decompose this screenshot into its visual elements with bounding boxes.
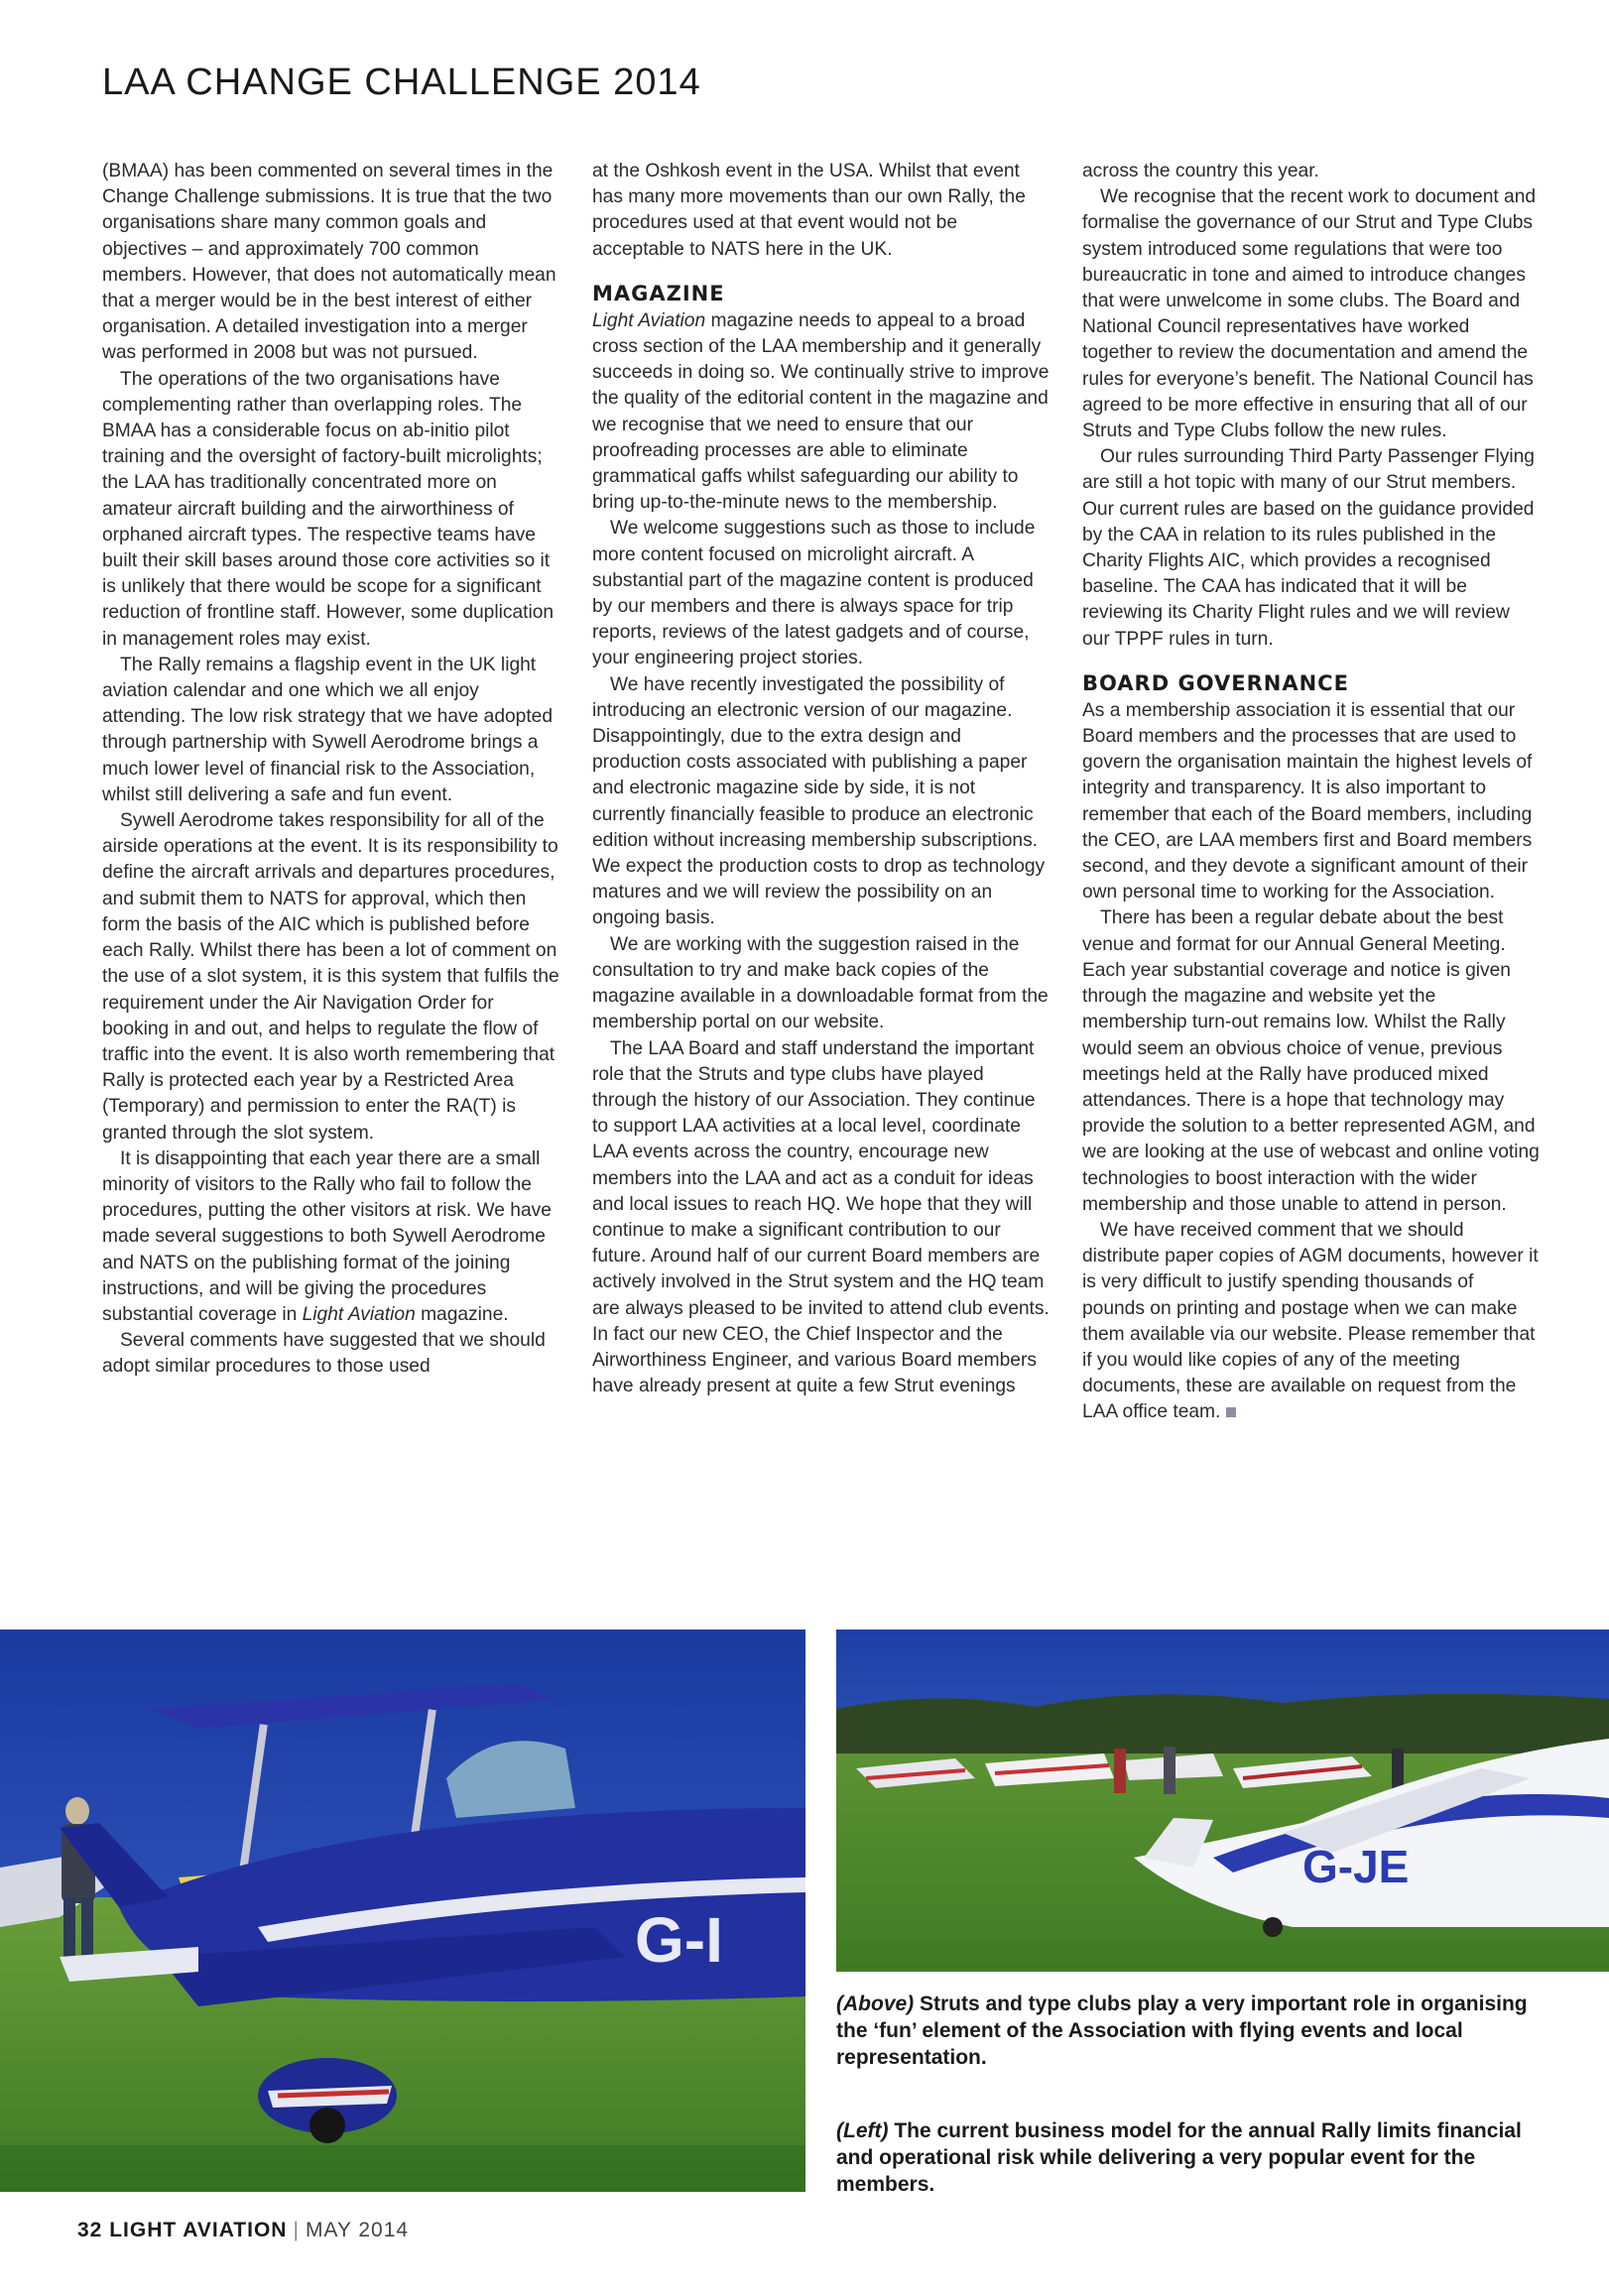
page-number: 32 <box>77 2219 103 2241</box>
paragraph: The LAA Board and staff understand the important role that the Struts and type clubs have played through the history of our Association. They continue to support LAA activities at a local level, coordinate LAA events across the country, encourage new members into the LAA and act as a conduit for ideas and local issues to reach HQ. We hope that they will continue to make a significant contribution to our future. Around half of our current Board members are actively involved in the Strut system and the HQ team are always pleased to be invited to attend club events. In fact our new CEO, the Chief Inspector and the Airworthiness Engineer, and various Board members have already present at quite a few Strut evenings <box>592 1037 1050 1397</box>
paragraph <box>592 308 1051 517</box>
page-footer <box>77 2219 409 2242</box>
paragraph: The Rally remains a flagship event in the UK light aviation calendar and one which we all enjoy attending. The low risk strategy that we have adopted through partnership with Sywell Aerodrome brings a much lower level of financial risk to the Association, whilst still delivering a safe and fun event. <box>102 654 554 805</box>
biplane-photo <box>0 1630 805 2192</box>
paragraph: We welcome suggestions such as those to include more content focused on microlight aircraft. A substantial part of the magazine content is produced by our members and there is always space for trip reports, reviews of the latest gadgets and of course, your engineering project stories. <box>592 518 1036 669</box>
magazine-name: Light Aviation <box>592 309 706 331</box>
paragraph: There has been a regular debate about the best venue and format for our Annual General Meeting. Each year substantial coverage and notice is given through the magazine and website yet the membership turn-out remains low. Whilst the Rally would seem an obvious choice of venue, previous meetings held at the Rally have produced mixed attendances. There is a hope that technology may provide the solution to a better represented AGM, and we are looking at the use of webcast and online voting technologies to boost interaction with the wider membership and those unable to attend in person. <box>1082 907 1540 1215</box>
paragraph-text: magazine needs to appeal to a broad cross section of the LAA membership and it generally succeeds in doing so. We continually strive to improve the quality of the editorial content in the magazine and we recognise that we need to ensure that our proofreading processes are able to eliminate grammatical gaffs whilst safeguarding our ability to bring up-to-the-minute news to the membership. <box>592 309 1050 514</box>
paragraph: (BMAA) has been commented on several times in the Change Challenge submissions. It is true that the two organisations share many common goals and objectives – and approximately 700 common members. However, that does not automatically mean that a merger would be in the best interest of either organisation. A detailed investigation into a merger was performed in 2008 but was not pursued. <box>102 161 557 364</box>
caption-tag: (Left) <box>836 2119 889 2142</box>
paragraph: As a membership association it is essential that our Board members and the processes that are used to govern the organisation maintain the highest levels of integrity and transparency. It is also important to remember that each of the Board members, including the CEO, are LAA members first and Board members second, and they devote a significant amount of their own personal time to working for the Association. <box>1082 699 1533 904</box>
photo-caption-left <box>836 2117 1550 2198</box>
paragraph: at the Oshkosh event in the USA. Whilst that event has many more movements than our own Rally, the procedures used at that event would not be acceptable to NATS here in the UK. <box>592 161 1026 260</box>
paragraph-text: It is disappointing that each year there are a small minority of visitors to the Rally who fail to follow the procedures, putting the other visitors at risk. We have made several suggestions to both Sywell Aerodrome and NATS on the publishing format of the joining instructions, and will be giving the procedures substantial coverage in <box>102 1148 552 1325</box>
paragraph: Our rules surrounding Third Party Passenger Flying are still a hot topic with many of our Strut members. Our current rules are based on the guidance provided by the CAA in relation to its rules published in the Charity Flights AIC, which provides a recognised baseline. The CAA has indicated that it will be reviewing its Charity Flight rules and we will review our TPPF rules in turn. <box>1082 446 1535 650</box>
photo-caption-above <box>836 1991 1550 2071</box>
footer-separator: | <box>293 2219 300 2241</box>
paragraph: We recognise that the recent work to document and formalise the governance of our Strut and Type Clubs system introduced some regulations that were too bureaucratic in tone and aimed to introduce changes that were unwelcome in some clubs. The Board and National Council representatives have worked together to review the documentation and amend the rules for everyone’s benefit. The National Council has agreed to be more effective in ensuring that all of our Struts and Type Clubs follow the new rules. <box>1082 186 1537 442</box>
issue-date: MAY 2014 <box>305 2219 410 2241</box>
article-column-1 <box>102 159 560 1381</box>
end-of-article-icon <box>1226 1407 1236 1417</box>
paragraph-text: We have received comment that we should distribute paper copies of AGM documents, however it is very difficult to justify spending thousands of pounds on printing and postage when we can make them available via our website. Please remember that if you would like copies of any of the meeting documents, these are available on request from the LAA office team. <box>1082 1219 1539 1423</box>
caption-text: Struts and type clubs play a very important role in organising the ‘fun’ element of the Association with flying events and local representation. <box>836 1993 1528 2069</box>
paragraph: Sywell Aerodrome takes responsibility for all of the airside operations at the event. It is its responsibility to define the aircraft arrivals and departures procedures, and submit them to NATS for approval, which then form the basis of the AIC which is published before each Rally. Whilst there has been a lot of comment on the use of a slot system, it is this system that fulfils the requirement under the Air Navigation Order for booking in and out, and helps to regulate the flow of traffic into the event. It is also worth remembering that Rally is protected each year by a Restricted Area (Temporary) and permission to enter the RA(T) is granted through the slot system. <box>102 810 559 1144</box>
page-title: LAA CHANGE CHALLENGE 2014 <box>102 61 701 103</box>
paragraph: The operations of the two organisations have complementing rather than overlapping roles. The BMAA has a considerable focus on ab-initio pilot training and the oversight of factory-built microlights; the LAA has traditionally concentrated more on amateur aircraft building and the airworthiness of orphaned aircraft types. The respective teams have built their skill bases around those core activities so it is unlikely that there would be scope for a significant reduction of frontline staff. However, some duplication in management roles may exist. <box>102 368 555 650</box>
magazine-title: LIGHT AVIATION <box>109 2219 288 2241</box>
biplane-illustration <box>0 1630 805 2192</box>
registration-text: G-JE <box>1302 1841 1410 1892</box>
fly-in-photo <box>836 1630 1609 1972</box>
fly-in-illustration <box>836 1630 1609 1972</box>
paragraph-text: magazine. <box>415 1303 509 1325</box>
paragraph: We are working with the suggestion raised in the consultation to try and make back copies of the magazine available in a downloadable format from the membership portal on our website. <box>592 933 1049 1033</box>
paragraph: We have recently investigated the possibility of introducing an electronic version of our magazine. Disappointingly, due to the extra design and production costs associated with publishing a paper and electronic magazine side by side, it is not currently financially feasible to produce an electronic edition without increasing membership subscriptions. We expect the production costs to drop as technology matures and we will review the possibility on an ongoing basis. <box>592 673 1046 929</box>
section-heading-board-governance: BOARD GOVERNANCE <box>1082 670 1349 695</box>
paragraph <box>102 1147 560 1328</box>
paragraph <box>1082 1218 1541 1426</box>
article-column-2 <box>592 159 1051 1399</box>
registration-text: G-I <box>635 1904 723 1976</box>
section-heading-magazine: MAGAZINE <box>592 281 725 305</box>
magazine-name: Light Aviation <box>302 1303 416 1325</box>
caption-text: The current business model for the annual Rally limits financial and operational risk while delivering a very popular event for the members. <box>836 2119 1522 2196</box>
caption-tag: (Above) <box>836 1993 915 2015</box>
paragraph: Several comments have suggested that we should adopt similar procedures to those used <box>102 1330 546 1378</box>
paragraph: across the country this year. <box>1082 161 1319 181</box>
article-column-3 <box>1082 159 1541 1426</box>
